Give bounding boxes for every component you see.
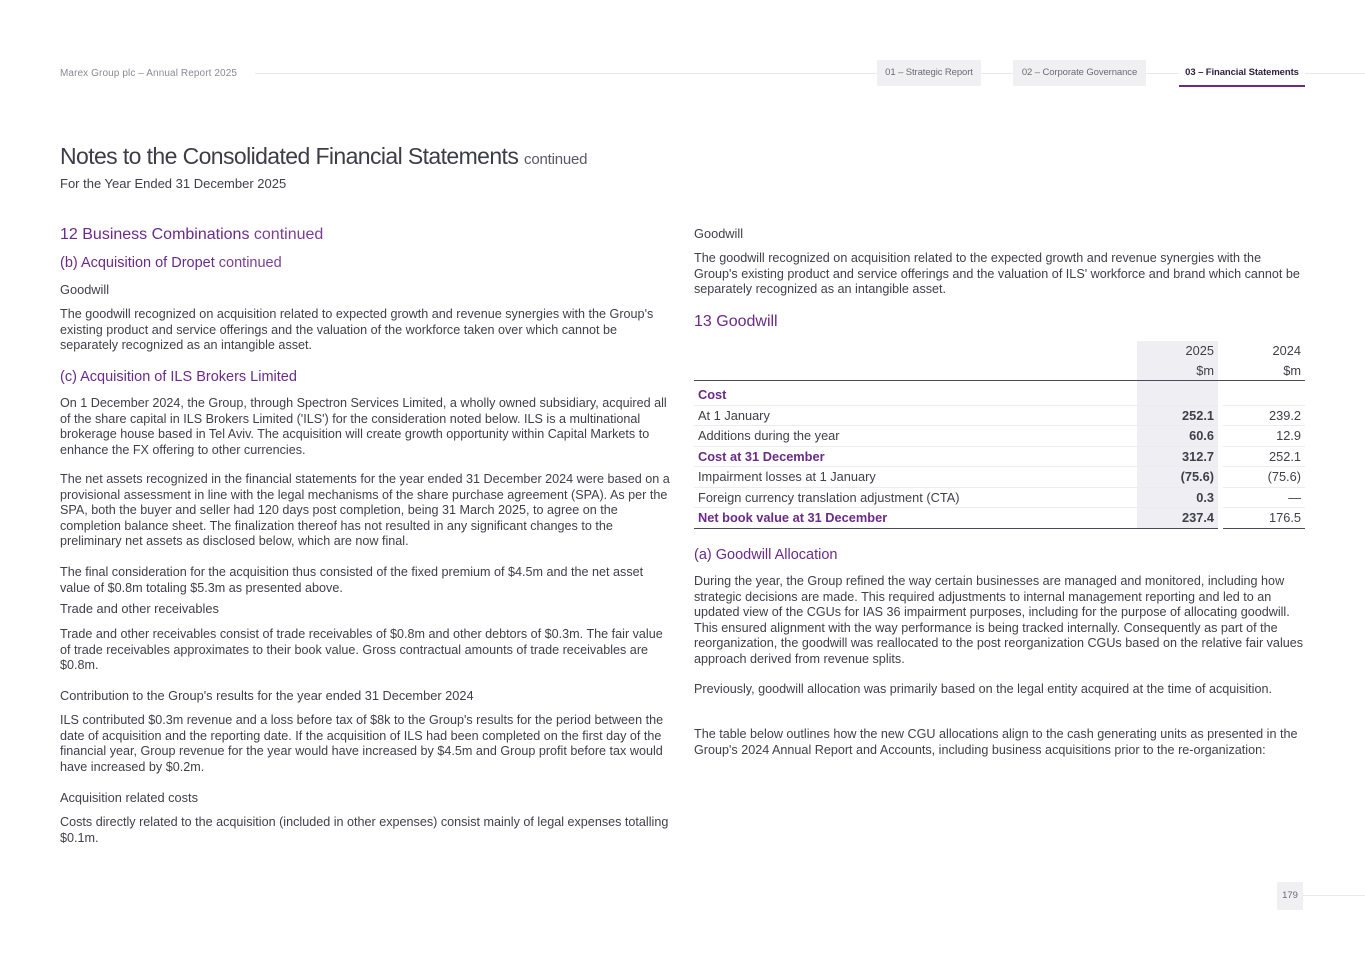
c-paragraph-1: On 1 December 2024, the Group, through Spectron Services Limited, a wholly owned subsidiary, acquired all of the share capital in ILS Brokers Limited ('ILS') for the consideration noted below. ILS is a multinational brokerage house based in Tel Aviv. The acquisition will create growth opportunity within Capital Markets to enhance the FX offering to other currencies. [60, 396, 667, 457]
c-paragraph-2: The net assets recognized in the financial statements for the year ended 31 December 2024 were based on a provisional assessment in line with the legal mechanisms of the share purchase agreement (SPA). As per the SPA, both the buyer and seller had 120 days post completion, being 31 March 2025, to agree on the completion balance sheet. The finalization thereof has not resulted in any significant changes to the preliminary net assets as disclosed below, which are now final. [60, 472, 670, 549]
row-value-2024: 12.9 [1223, 426, 1305, 447]
col-2024-unit: $m [1223, 361, 1305, 381]
row-value-2024: 239.2 [1223, 405, 1305, 426]
subsection-a-heading: (a) Goodwill Allocation [694, 547, 838, 563]
row-label: Impairment losses at 1 January [694, 467, 1137, 488]
row-value-2024: — [1223, 487, 1305, 508]
row-label: Additions during the year [694, 426, 1137, 447]
acquisition-costs-text: Costs directly related to the acquisition (included in other expenses) consist mainly of legal expenses totalling $0.1m. [60, 815, 669, 845]
col-2024-header: 2024 [1272, 343, 1301, 359]
table-row [694, 467, 1305, 488]
row-value-2025: 60.6 [1137, 426, 1218, 447]
trade-receivables-text: Trade and other receivables consist of trade receivables of $0.8m and other debtors of $0.3m. The fair value of trade receivables approximates to their book value. Gross contractual amounts of trade receivables are $0.8m. [60, 627, 663, 673]
row-value-2025: (75.6) [1137, 467, 1218, 488]
row-value-2025: 312.7 [1137, 446, 1218, 467]
row-label: Cost at 31 December [694, 446, 1137, 467]
row-value-2024: 176.5 [1223, 508, 1305, 529]
row-value-2025: 237.4 [1137, 508, 1218, 529]
subsection-b-title: (b) Acquisition of Dropet [60, 255, 215, 271]
row-value-2025: 252.1 [1137, 405, 1218, 426]
section-12-heading [60, 226, 672, 244]
row-label: At 1 January [694, 405, 1137, 426]
a-paragraph-3: The table below outlines how the new CGU allocations align to the cash generating units as presented in the Group's 2024 Annual Report and Accounts, including business acquisitions prior to the re-organization: [694, 727, 1298, 757]
subsection-b-heading [60, 255, 672, 271]
contribution-text: ILS contributed $0.3m revenue and a loss before tax of $8k to the Group's results for the period between the date of acquisition and the reporting date. If the acquisition of ILS had been completed on the first day of the financial year, Group revenue for the year would have increased by $4.5m and Group profit before tax would have increased by $0.2m. [60, 713, 664, 774]
col-2025-header: 2025 [1137, 341, 1218, 361]
page-title [60, 143, 587, 170]
table-row [694, 405, 1305, 426]
b-goodwill-heading: Goodwill [60, 282, 110, 297]
table-row [694, 426, 1305, 447]
trade-receivables-heading: Trade and other receivables [60, 601, 219, 616]
a-paragraph-2: Previously, goodwill allocation was primarily based on the legal entity acquired at the time of acquisition. [694, 682, 1272, 696]
row-label: Foreign currency translation adjustment (CTA) [694, 487, 1137, 508]
table-row-subtotal [694, 446, 1305, 467]
tab-strategic-report[interactable]: 01 – Strategic Report [877, 60, 981, 86]
subsection-c-heading: (c) Acquisition of ILS Brokers Limited [60, 369, 297, 385]
goodwill-table [694, 341, 1305, 529]
ils-goodwill-heading: Goodwill [694, 226, 744, 241]
page-title-continued: continued [524, 151, 588, 168]
b-goodwill-text: The goodwill recognized on acquisition related to expected growth and revenue synergies with the Group's existing product and service offerings and the valuation of the workforce taken over which cannot be separately recognized as an intangible asset. [60, 307, 654, 353]
col-2025-unit: $m [1137, 361, 1218, 381]
acquisition-costs-heading: Acquisition related costs [60, 790, 198, 805]
page-number: 179 [1277, 882, 1303, 910]
table-row-total [694, 508, 1305, 529]
report-name: Marex Group plc – Annual Report 2025 [60, 68, 245, 79]
ils-goodwill-text: The goodwill recognized on acquisition related to the expected growth and revenue synergies with the Group's existing product and service offerings and the valuation of ILS' workforce and brand which cannot be separately recognized as an intangible asset. [694, 251, 1300, 297]
c-paragraph-3: The final consideration for the acquisition thus consisted of the fixed premium of $4.5m and the net asset value of $0.8m totaling $5.3m as presented above. [60, 565, 644, 595]
section-12-continued: continued [253, 226, 324, 243]
row-label: Net book value at 31 December [694, 508, 1137, 529]
section-12-title: 12 Business Combinations [60, 226, 250, 243]
tab-financial-statements[interactable]: 03 – Financial Statements [1179, 60, 1305, 87]
row-value-2024: 252.1 [1223, 446, 1305, 467]
section-13-heading: 13 Goodwill [694, 313, 778, 330]
row-value-2025: 0.3 [1137, 487, 1218, 508]
page-title-main: Notes to the Consolidated Financial Statements [60, 143, 519, 169]
page-subtitle: For the Year Ended 31 December 2025 [60, 176, 287, 191]
table-header-units [694, 361, 1305, 381]
subsection-b-continued: continued [218, 255, 282, 271]
table-category-row [694, 381, 1305, 406]
row-value-2024: (75.6) [1223, 467, 1305, 488]
category-cost: Cost [694, 381, 1137, 406]
table-row [694, 487, 1305, 508]
table-header-years [694, 341, 1305, 361]
footer-divider [1303, 895, 1365, 896]
contribution-heading: Contribution to the Group's results for the year ended 31 December 2024 [60, 688, 474, 703]
tab-corporate-governance[interactable]: 02 – Corporate Governance [1013, 60, 1146, 86]
a-paragraph-1: During the year, the Group refined the way certain businesses are managed and monitored, including how strategic decisions are made. This required adjustments to internal management reporting and led to an updated view of the CGUs for IAS 36 impairment purposes, including for the purpose of allocating goodwill. This ensured alignment with the way performance is being tracked internally. Consequently as part of the reorganization, the goodwill was reallocated to the post reorganization CGUs based on the relative fair values approach derived from revenue splits. [694, 574, 1304, 666]
